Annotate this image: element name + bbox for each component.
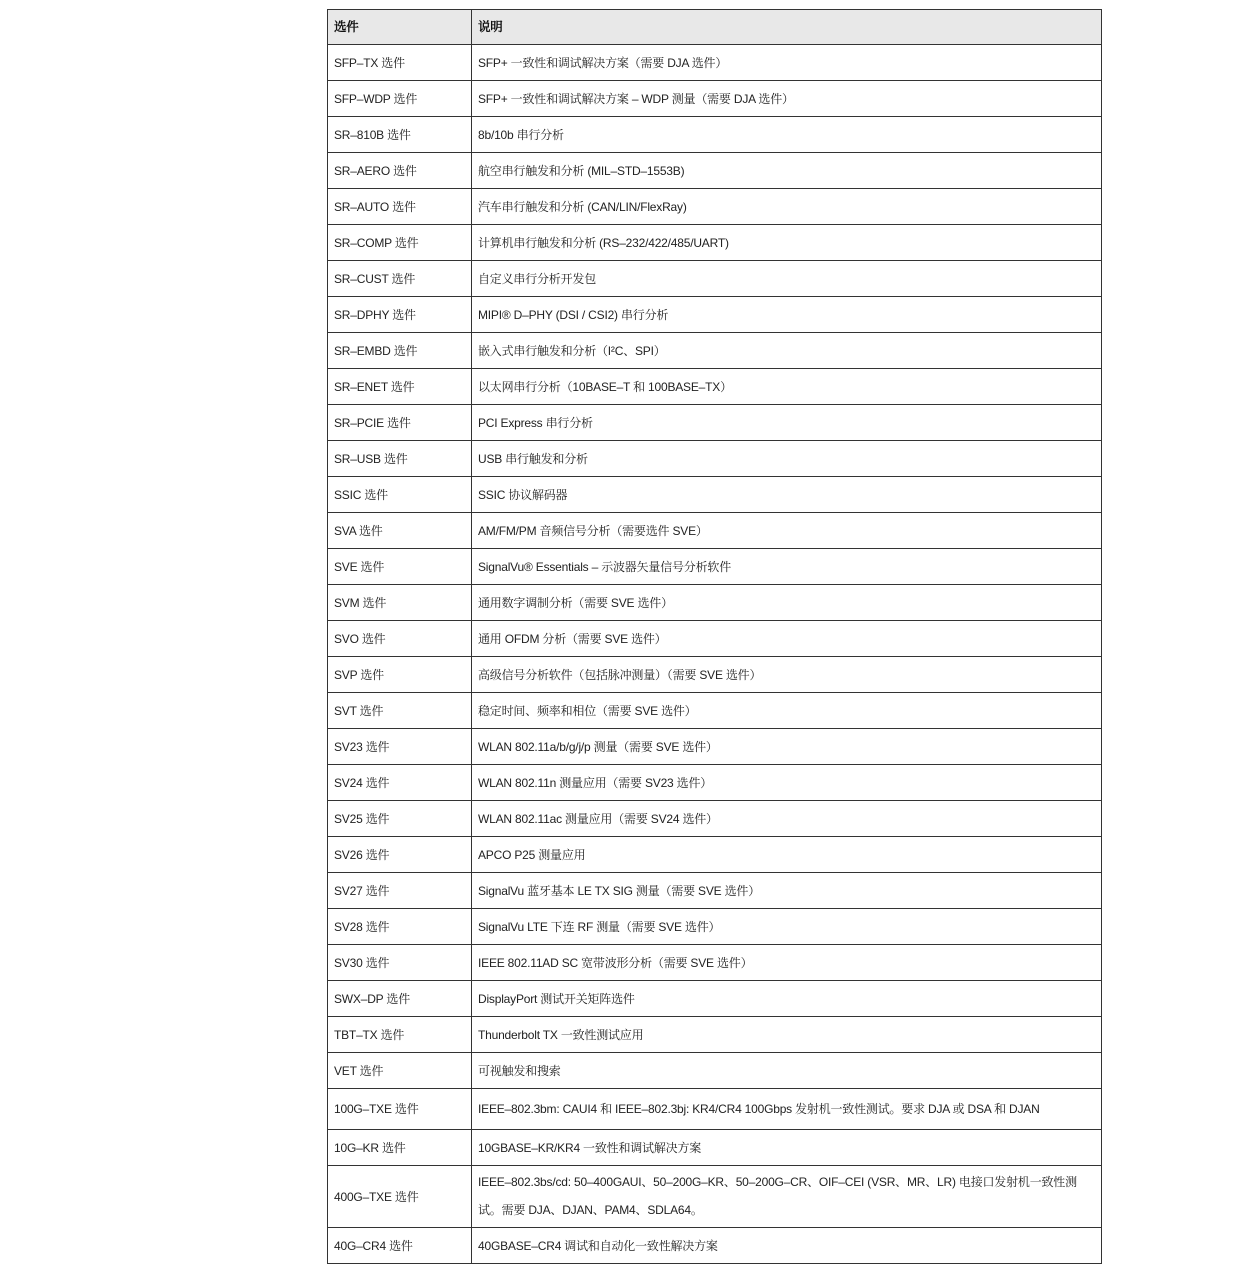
table-row bbox=[328, 441, 1102, 477]
option-cell: SVO 选件 bbox=[328, 621, 472, 657]
table-row bbox=[328, 837, 1102, 873]
table-row bbox=[328, 621, 1102, 657]
option-cell: SV30 选件 bbox=[328, 945, 472, 981]
header-option: 选件 bbox=[328, 10, 472, 45]
table-header-row bbox=[328, 10, 1102, 45]
option-cell: SVM 选件 bbox=[328, 585, 472, 621]
option-cell: TBT–TX 选件 bbox=[328, 1017, 472, 1053]
table-row bbox=[328, 189, 1102, 225]
description-cell: AM/FM/PM 音频信号分析（需要选件 SVE） bbox=[472, 513, 1102, 549]
description-cell: SFP+ 一致性和调试解决方案 – WDP 测量（需要 DJA 选件） bbox=[472, 81, 1102, 117]
table-row bbox=[328, 1130, 1102, 1166]
description-cell: Thunderbolt TX 一致性测试应用 bbox=[472, 1017, 1102, 1053]
table-row bbox=[328, 981, 1102, 1017]
option-cell: 10G–KR 选件 bbox=[328, 1130, 472, 1166]
description-cell: APCO P25 测量应用 bbox=[472, 837, 1102, 873]
table-row bbox=[328, 693, 1102, 729]
option-cell: SVT 选件 bbox=[328, 693, 472, 729]
table-row bbox=[328, 333, 1102, 369]
description-cell: MIPI® D–PHY (DSI / CSI2) 串行分析 bbox=[472, 297, 1102, 333]
description-cell: WLAN 802.11a/b/g/j/p 测量（需要 SVE 选件） bbox=[472, 729, 1102, 765]
table-row bbox=[328, 549, 1102, 585]
option-cell: SR–PCIE 选件 bbox=[328, 405, 472, 441]
option-cell: SR–EMBD 选件 bbox=[328, 333, 472, 369]
option-cell: SV27 选件 bbox=[328, 873, 472, 909]
option-cell: SV26 选件 bbox=[328, 837, 472, 873]
description-cell: 以太网串行分析（10BASE–T 和 100BASE–TX） bbox=[472, 369, 1102, 405]
option-cell: SVE 选件 bbox=[328, 549, 472, 585]
table-row bbox=[328, 1228, 1102, 1264]
description-cell: 高级信号分析软件（包括脉冲测量）（需要 SVE 选件） bbox=[472, 657, 1102, 693]
option-cell: SR–AERO 选件 bbox=[328, 153, 472, 189]
option-cell: SR–810B 选件 bbox=[328, 117, 472, 153]
description-cell: IEEE 802.11AD SC 宽带波形分析（需要 SVE 选件） bbox=[472, 945, 1102, 981]
table-row bbox=[328, 225, 1102, 261]
table-row bbox=[328, 1017, 1102, 1053]
table-body bbox=[328, 45, 1102, 1264]
table-row bbox=[328, 1053, 1102, 1089]
table-row bbox=[328, 945, 1102, 981]
table-row bbox=[328, 729, 1102, 765]
description-cell: SFP+ 一致性和调试解决方案（需要 DJA 选件） bbox=[472, 45, 1102, 81]
table-row bbox=[328, 369, 1102, 405]
description-cell: 通用 OFDM 分析（需要 SVE 选件） bbox=[472, 621, 1102, 657]
table-row bbox=[328, 909, 1102, 945]
description-cell: IEEE–802.3bm: CAUI4 和 IEEE–802.3bj: KR4/CR4 100Gbps 发射机一致性测试。要求 DJA 或 DSA 和 DJAN bbox=[472, 1089, 1102, 1130]
description-cell: SignalVu® Essentials – 示波器矢量信号分析软件 bbox=[472, 549, 1102, 585]
description-cell: WLAN 802.11ac 测量应用（需要 SV24 选件） bbox=[472, 801, 1102, 837]
table-row bbox=[328, 657, 1102, 693]
table-row bbox=[328, 513, 1102, 549]
table-row bbox=[328, 405, 1102, 441]
description-cell: 10GBASE–KR/KR4 一致性和调试解决方案 bbox=[472, 1130, 1102, 1166]
description-cell: 航空串行触发和分析 (MIL–STD–1553B) bbox=[472, 153, 1102, 189]
table-row bbox=[328, 261, 1102, 297]
table-row bbox=[328, 117, 1102, 153]
option-cell: SV25 选件 bbox=[328, 801, 472, 837]
option-cell: SR–COMP 选件 bbox=[328, 225, 472, 261]
description-cell: 通用数字调制分析（需要 SVE 选件） bbox=[472, 585, 1102, 621]
description-cell: PCI Express 串行分析 bbox=[472, 405, 1102, 441]
option-cell: SV23 选件 bbox=[328, 729, 472, 765]
table-row bbox=[328, 801, 1102, 837]
description-cell: SignalVu LTE 下连 RF 测量（需要 SVE 选件） bbox=[472, 909, 1102, 945]
description-cell: 稳定时间、频率和相位（需要 SVE 选件） bbox=[472, 693, 1102, 729]
description-cell: SSIC 协议解码器 bbox=[472, 477, 1102, 513]
description-cell: 自定义串行分析开发包 bbox=[472, 261, 1102, 297]
table-row bbox=[328, 765, 1102, 801]
option-cell: SVP 选件 bbox=[328, 657, 472, 693]
option-cell: SV24 选件 bbox=[328, 765, 472, 801]
option-cell: SVA 选件 bbox=[328, 513, 472, 549]
option-cell: SV28 选件 bbox=[328, 909, 472, 945]
option-cell: SSIC 选件 bbox=[328, 477, 472, 513]
description-cell: SignalVu 蓝牙基本 LE TX SIG 测量（需要 SVE 选件） bbox=[472, 873, 1102, 909]
description-cell: WLAN 802.11n 测量应用（需要 SV23 选件） bbox=[472, 765, 1102, 801]
option-cell: SWX–DP 选件 bbox=[328, 981, 472, 1017]
description-cell: IEEE–802.3bs/cd: 50–400GAUI、50–200G–KR、50–200G–CR、OIF–CEI (VSR、MR、LR) 电接口发射机一致性测试。需要 DJA、DJAN、PAM4、SDLA64。 bbox=[472, 1166, 1102, 1228]
option-cell: 100G–TXE 选件 bbox=[328, 1089, 472, 1130]
table-row bbox=[328, 45, 1102, 81]
description-cell: 8b/10b 串行分析 bbox=[472, 117, 1102, 153]
option-cell: SR–USB 选件 bbox=[328, 441, 472, 477]
table-row bbox=[328, 873, 1102, 909]
table-row bbox=[328, 585, 1102, 621]
description-cell: DisplayPort 测试开关矩阵选件 bbox=[472, 981, 1102, 1017]
table-row bbox=[328, 81, 1102, 117]
option-cell: SR–AUTO 选件 bbox=[328, 189, 472, 225]
option-cell: SFP–TX 选件 bbox=[328, 45, 472, 81]
table-row bbox=[328, 153, 1102, 189]
description-cell: 嵌入式串行触发和分析（I²C、SPI） bbox=[472, 333, 1102, 369]
option-cell: 400G–TXE 选件 bbox=[328, 1166, 472, 1228]
options-table bbox=[327, 9, 1102, 1264]
table-row bbox=[328, 297, 1102, 333]
option-cell: 40G–CR4 选件 bbox=[328, 1228, 472, 1264]
description-cell: USB 串行触发和分析 bbox=[472, 441, 1102, 477]
header-description: 说明 bbox=[472, 10, 1102, 45]
option-cell: VET 选件 bbox=[328, 1053, 472, 1089]
option-cell: SFP–WDP 选件 bbox=[328, 81, 472, 117]
table-row bbox=[328, 477, 1102, 513]
option-cell: SR–CUST 选件 bbox=[328, 261, 472, 297]
option-cell: SR–DPHY 选件 bbox=[328, 297, 472, 333]
table-row bbox=[328, 1089, 1102, 1130]
description-cell: 汽车串行触发和分析 (CAN/LIN/FlexRay) bbox=[472, 189, 1102, 225]
description-cell: 40GBASE–CR4 调试和自动化一致性解决方案 bbox=[472, 1228, 1102, 1264]
option-cell: SR–ENET 选件 bbox=[328, 369, 472, 405]
description-cell: 可视触发和搜索 bbox=[472, 1053, 1102, 1089]
description-cell: 计算机串行触发和分析 (RS–232/422/485/UART) bbox=[472, 225, 1102, 261]
table-row bbox=[328, 1166, 1102, 1228]
